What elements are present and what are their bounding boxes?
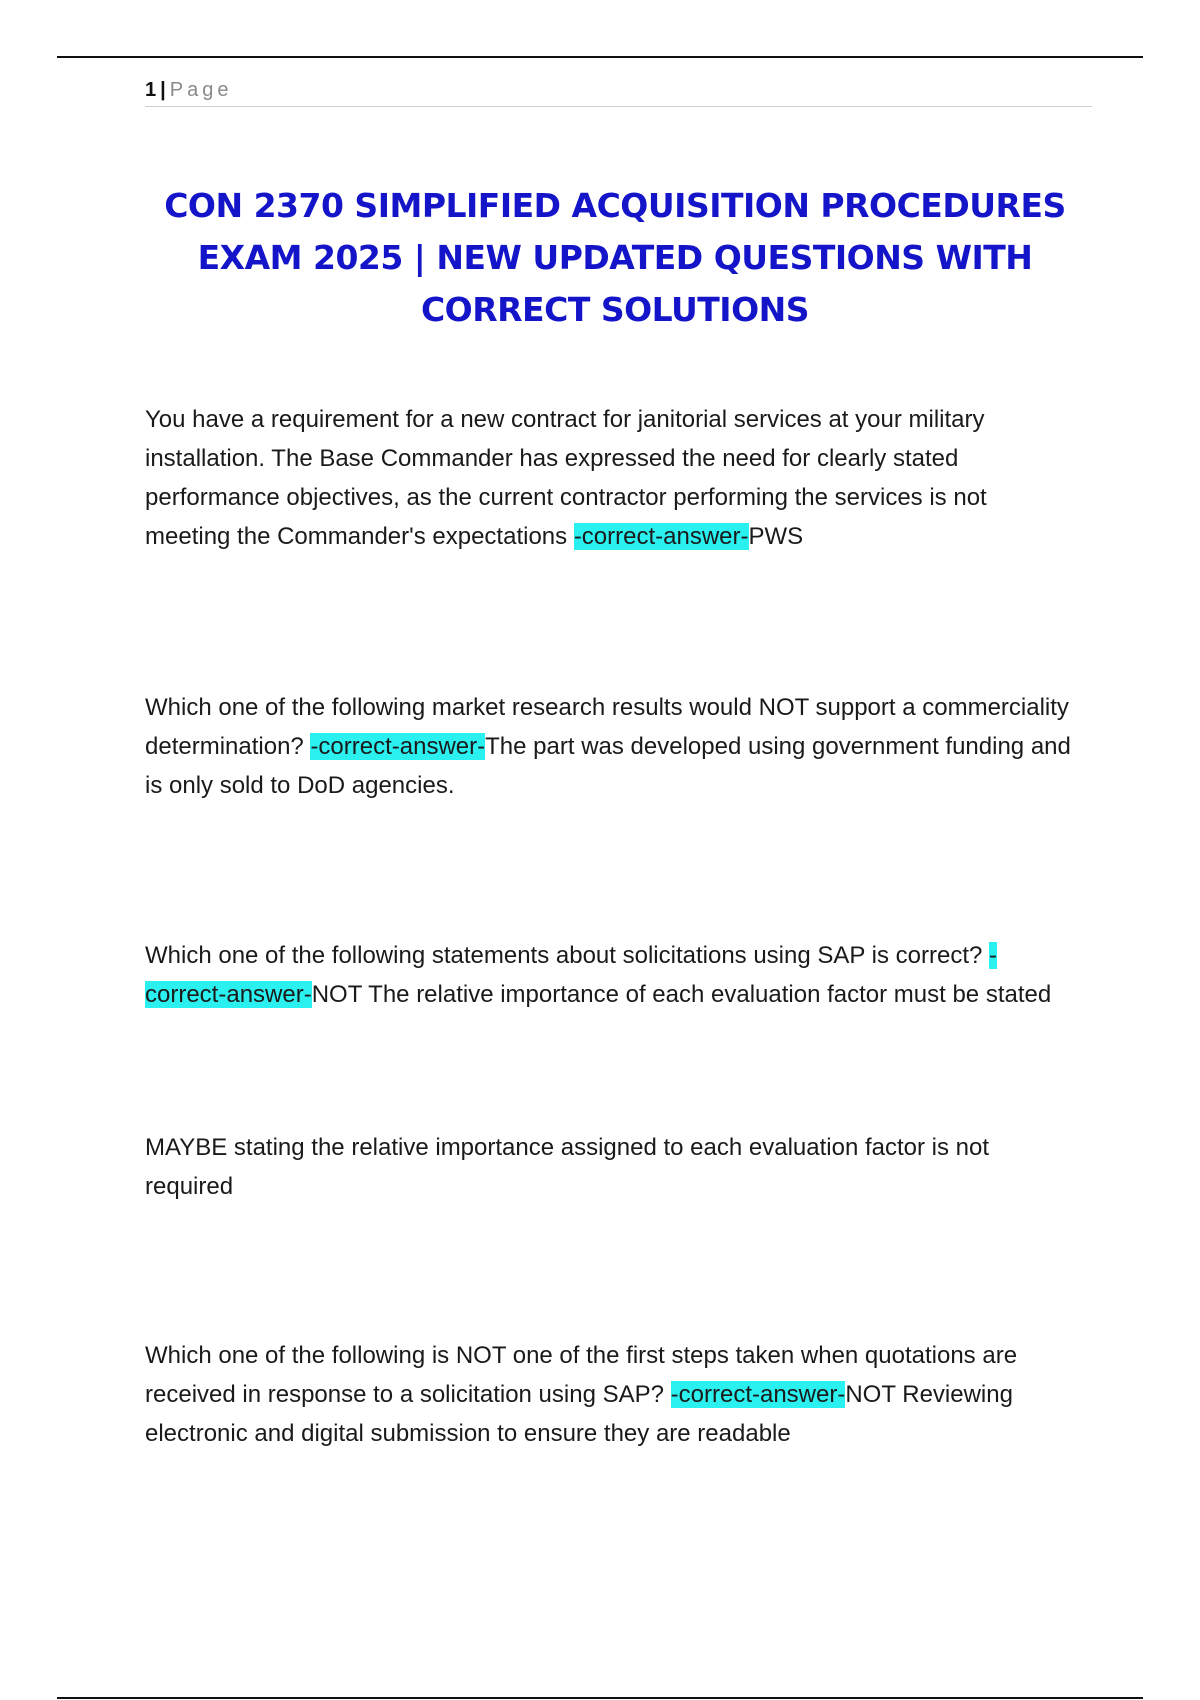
document-title: CON 2370 SIMPLIFIED ACQUISITION PROCEDURES EXAM 2025 | NEW UPDATED QUESTIONS WITH CORRECT SOLUTIONS (164, 186, 1066, 329)
page-header (145, 76, 1092, 107)
page-word: Page (169, 79, 233, 101)
answer-text: The part was developed using government funding and is only sold to DoD agencies. (145, 733, 1071, 799)
answer-note: MAYBE stating the relative importance assigned to each evaluation factor is not required (145, 1134, 990, 1200)
question-text: Which one of the following statements about solicitations using SAP is correct? (145, 942, 989, 969)
bottom-rule (57, 1697, 1143, 1699)
correct-answer-marker: -correct-answer- (573, 523, 749, 550)
question-3 (145, 936, 1075, 1014)
correct-answer-marker: -correct-answer- (145, 942, 997, 1008)
question-2 (145, 688, 1075, 805)
correct-answer-marker: -correct-answer- (310, 733, 486, 760)
question-text: Which one of the following market research results would NOT support a commerciality determination? (145, 694, 1069, 760)
question-1 (145, 400, 1075, 556)
page-separator: | (160, 79, 166, 101)
answer-text: NOT The relative importance of each evaluation factor must be stated (311, 981, 1052, 1008)
question-text: You have a requirement for a new contract for janitorial services at your military installation. The Base Commander has expressed the need for clearly stated performance objectives, as the current contractor performing the services is not meeting the Commander's expectations (145, 406, 987, 550)
question-text: Which one of the following is NOT one of the first steps taken when quotations are received in response to a solicitation using SAP? (145, 1342, 1018, 1408)
question-4 (145, 1336, 1075, 1453)
page-number: 1 (145, 79, 157, 101)
answer-text: PWS (748, 523, 804, 550)
correct-answer-marker: -correct-answer- (670, 1381, 846, 1408)
top-rule (57, 56, 1143, 58)
answer-text: NOT Reviewing electronic and digital submission to ensure they are readable (145, 1381, 1013, 1447)
